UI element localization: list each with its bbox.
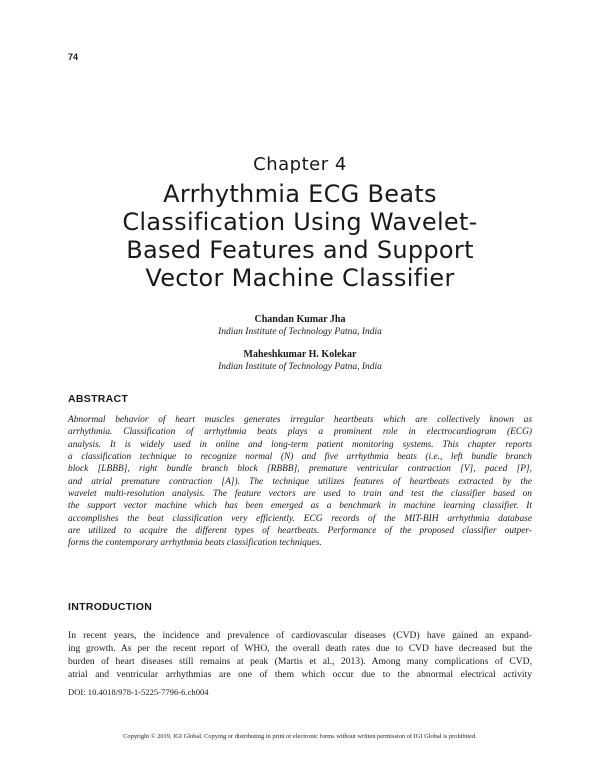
author-block xyxy=(0,348,600,373)
doi: DOI: 10.4018/978-1-5225-7796-6.ch004 xyxy=(68,687,209,697)
introduction-body xyxy=(68,629,532,681)
chapter-title-line: Vector Machine Classifier xyxy=(145,264,455,292)
author-name: Maheshkumar H. Kolekar xyxy=(243,349,357,360)
author-affiliation: Indian Institute of Technology Patna, India xyxy=(218,327,382,337)
author-affiliation: Indian Institute of Technology Patna, India xyxy=(218,362,382,372)
abstract-line: Abnormal behavior of heart muscles generates irregular heartbeats which are collectively known as xyxy=(68,415,532,425)
abstract-line: forms the contemporary arrhythmia beats classification techniques. xyxy=(68,538,322,549)
abstract-line: and atrial premature contraction [A]). The technique utilizes features of heartbeats extracted by the xyxy=(68,476,532,487)
abstract-line: block [LBBB], right bundle branch block [RBBB], premature ventricular contraction [V], paced [P], xyxy=(68,464,532,475)
introduction-line: burden of heart diseases still remains at peak (Martis et al., 2013). Among many complications of CVD, xyxy=(68,656,532,668)
abstract-line: are utilized to acquire the different types of heartbeats. Performance of the proposed classifier outper- xyxy=(68,526,532,537)
introduction-line: ing growth. As per the recent report of WHO, the overall death rates due to CVD have decreased but the xyxy=(68,643,532,655)
abstract-line: wavelet multi-resolution analysis. The feature vectors are used to train and test the classifier based on xyxy=(68,489,532,500)
author-name: Chandan Kumar Jha xyxy=(254,314,346,325)
abstract-line: analysis. It is widely used in online and long-term patient monitoring systems. This chapter reports xyxy=(68,439,532,450)
chapter-title-line: Arrhythmia ECG Beats xyxy=(163,180,437,208)
abstract-line: a classification technique to recognize normal (N) and five arrhythmia beats (i.e., left bundle branch xyxy=(68,452,532,463)
chapter-title xyxy=(60,180,540,292)
chapter-label: Chapter 4 xyxy=(253,154,347,175)
abstract-line: accomplishes the beat classification very efficiently. ECG records of the MIT-BIH arrhythmia database xyxy=(68,513,532,524)
copyright-notice: Copyright © 2019, IGI Global. Copying or distributing in print or electronic forms without written permission of IGI Global is prohibited. xyxy=(123,733,477,740)
author-block xyxy=(0,313,600,338)
introduction-heading: INTRODUCTION xyxy=(68,601,153,613)
introduction-line: atrial and ventricular arrhythmias are one of them which occur due to the abnormal electrical activity xyxy=(68,669,532,681)
introduction-line: In recent years, the incidence and prevalence of cardiovascular diseases (CVD) have gained an expand- xyxy=(68,630,532,641)
chapter-title-line: Based Features and Support xyxy=(126,236,474,264)
abstract-heading: ABSTRACT xyxy=(68,393,129,405)
abstract-line: the support vector machine which has been emerged as a benchmark in machine learning classifier. It xyxy=(68,501,532,512)
abstract-body xyxy=(68,414,532,550)
chapter-title-line: Classification Using Wavelet- xyxy=(122,208,478,236)
abstract-line: arrhythmia. Classification of arrhythmia beats plays a prominent role in electrocardiogram (ECG) xyxy=(68,427,532,438)
page-number: 74 xyxy=(68,52,79,62)
